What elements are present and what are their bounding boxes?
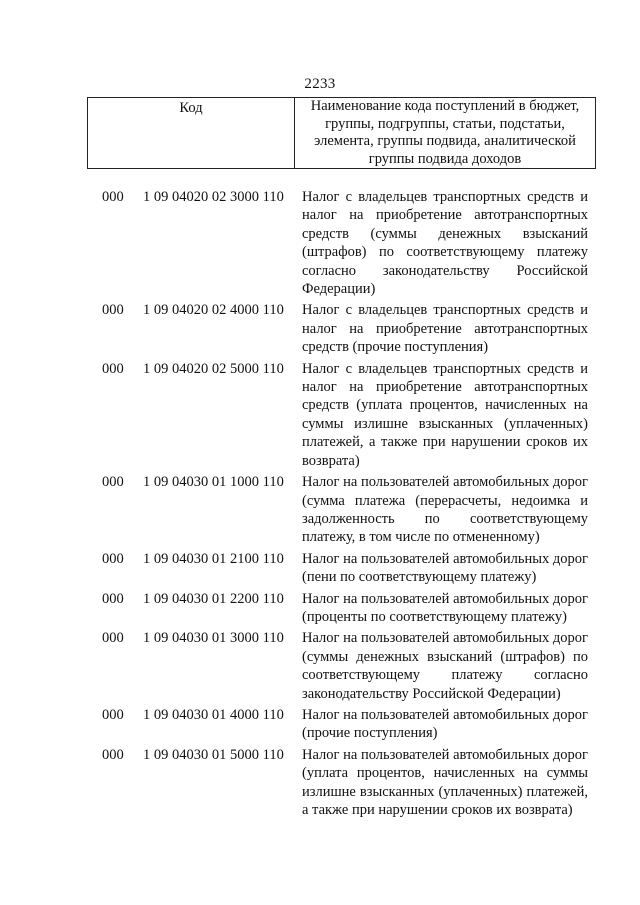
revenue-code: 1 09 04030 01 5000 110 [143,746,284,763]
table-row [0,301,640,356]
admin-code: 000 [102,630,124,647]
table-row [0,590,640,627]
admin-code: 000 [102,706,124,723]
revenue-code: 1 09 04030 01 1000 110 [143,474,284,491]
revenue-code: 1 09 04020 02 5000 110 [143,360,284,377]
admin-code: 000 [102,360,124,377]
admin-code: 000 [102,590,124,607]
revenue-description: Налог на пользователей автомобильных дорог (пени по соответствующему платежу) [302,550,588,586]
revenue-code: 1 09 04030 01 2100 110 [143,550,284,567]
admin-code: 000 [102,302,124,319]
revenue-code: 1 09 04020 02 4000 110 [143,302,284,319]
revenue-code: 1 09 04030 01 3000 110 [143,630,284,647]
revenue-description: Налог на пользователей автомобильных дорог (проценты по соответствующему платежу) [302,590,588,625]
admin-code: 000 [102,746,124,763]
revenue-description: Налог с владельцев транспортных средств и налог на приобретение автотранспортных средств (суммы денежных взысканий (штрафов) по соответствующему платежу согласно законодательству Российской Федерации) [302,189,588,298]
table-row [0,473,640,547]
revenue-description: Налог с владельцев транспортных средств и налог на приобретение автотранспортных средств (уплата процентов, начисленных на суммы излишне взысканных (уплаченных) платежей, а также при нарушении сроков их возврата) [302,360,588,469]
table-row [0,550,640,587]
table-row [0,746,640,820]
header-name-label: Наименование кода поступлений в бюджет, группы, подгруппы, статьи, подстатьи, элемента, группы подвида, аналитической группы подвида доходов [310,98,580,167]
admin-code: 000 [102,550,124,567]
revenue-description: Налог на пользователей автомобильных дорог (уплата процентов, начисленных на суммы излишне взысканных (уплаченных) платежей, а также при нарушении сроков их возврата) [302,746,588,818]
revenue-description: Налог на пользователей автомобильных дорог (сумма платежа (перерасчеты, недоимка и задолженность по соответствующему платежу, в том числе по отмененному) [302,474,588,546]
table-header [87,97,596,169]
page-number: 2233 [304,76,336,92]
revenue-description: Налог с владельцев транспортных средств и налог на приобретение автотранспортных средств (прочие поступления) [302,302,588,356]
revenue-code: 1 09 04030 01 2200 110 [143,590,284,607]
table-row [0,706,640,743]
table-row [0,360,640,470]
revenue-code: 1 09 04030 01 4000 110 [143,706,284,723]
admin-code: 000 [102,189,124,205]
revenue-description: Налог на пользователей автомобильных дорог (суммы денежных взысканий (штрафов) по соответствующему платежу согласно законодательству Российской Федерации) [302,630,588,702]
revenue-description: Налог на пользователей автомобильных дорог (прочие поступления) [302,706,588,742]
admin-code: 000 [102,474,124,491]
entries-list [0,188,640,822]
table-row [0,629,640,703]
revenue-code: 1 09 04020 02 3000 110 [143,189,284,205]
header-code-label: Код [88,98,295,168]
table-row [0,188,640,298]
